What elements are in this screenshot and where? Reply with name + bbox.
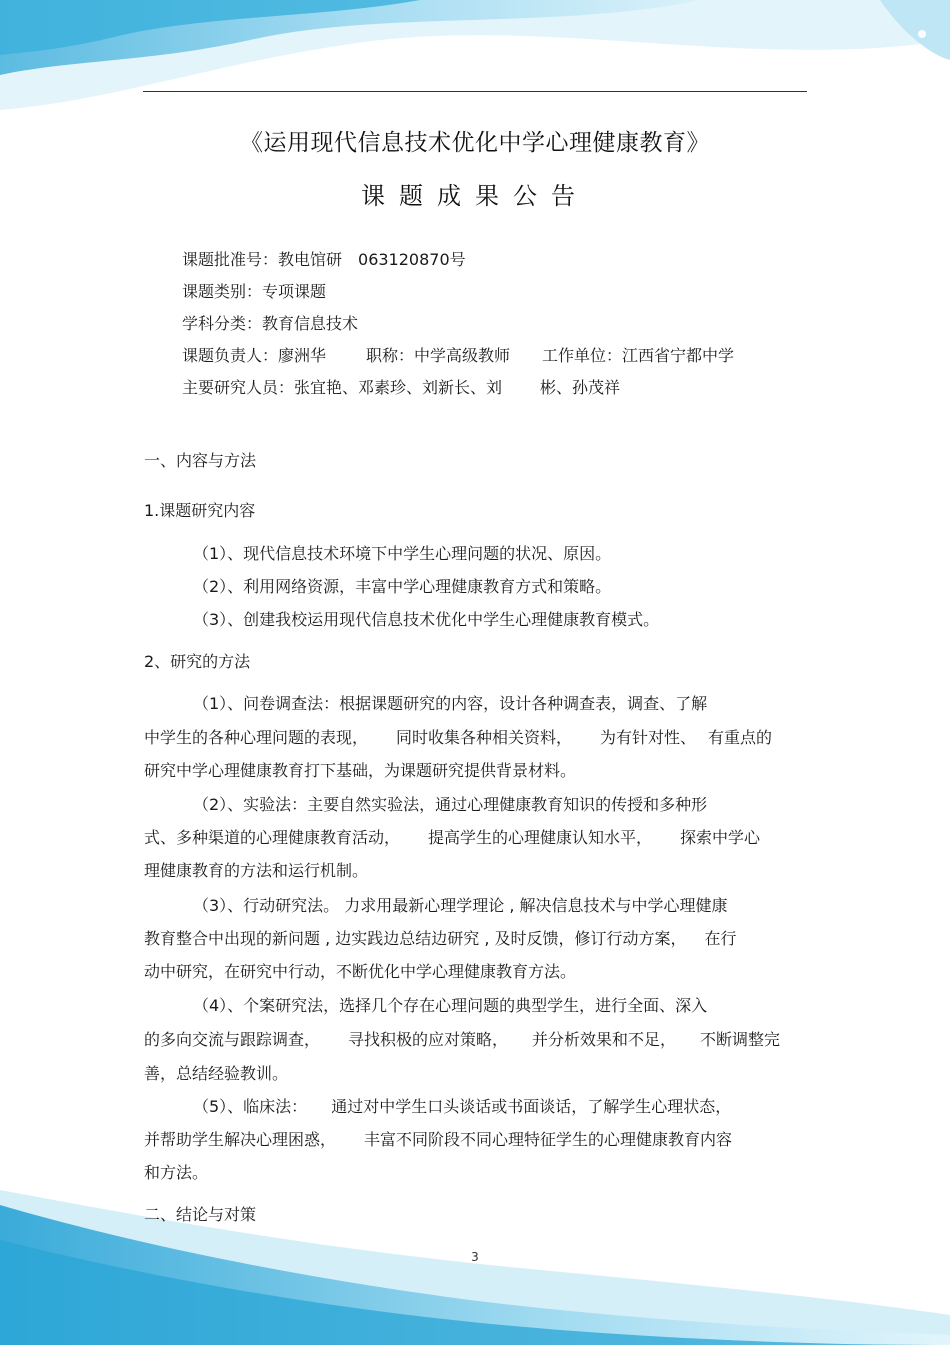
method1-fragment: 为有针对性、 xyxy=(600,728,697,747)
method1-fragment: 中学生的各种心理问题的表现， xyxy=(144,728,369,747)
meta-title-rank: 职称：中学高级教师 xyxy=(366,346,511,365)
method5-line xyxy=(144,1130,732,1150)
meta-approval xyxy=(182,250,466,270)
method1-line xyxy=(144,728,772,748)
method5-line xyxy=(193,1097,731,1117)
method3-line: （3）、行动研究法。 力求用最新心理学理论 , 解决信息技术与中学心理健康 xyxy=(193,896,728,915)
meta-category: 课题类别：专项课题 xyxy=(182,282,327,301)
meta-researchers xyxy=(182,378,620,398)
method3-line xyxy=(144,929,737,949)
header-rule xyxy=(143,91,807,92)
method4-fragment: 寻找积极的应对策略， xyxy=(348,1030,509,1049)
method5-fragment: （5）、临床法： xyxy=(193,1097,308,1116)
document-subtitle: 课题成果公告 xyxy=(361,182,589,210)
approval-label: 课题批准号：教电馆研 xyxy=(182,250,343,269)
researchers-part-a: 主要研究人员：张宜艳、邓素珍、刘新长、刘 xyxy=(182,378,503,397)
method4-fragment: 并分析效果和不足， xyxy=(532,1030,677,1049)
method2-line xyxy=(144,828,760,848)
method3-fragment: 教育整合中出现的新问题 , 边实践边总结边研究 , 及时反馈，修订行动方案， xyxy=(144,929,687,948)
method2-fragment: 探索中学心 xyxy=(680,828,761,847)
content-item: （1）、现代信息技术环境下中学生心理问题的状况、原因。 xyxy=(193,544,612,563)
method5-line: 和方法。 xyxy=(144,1163,209,1182)
method4-fragment: 的多向交流与跟踪调查， xyxy=(144,1030,321,1049)
section1-heading: 一、内容与方法 xyxy=(144,451,257,470)
method4-line: 善，总结经验教训。 xyxy=(144,1064,289,1083)
method2-fragment: 式、多种渠道的心理健康教育活动， xyxy=(144,828,401,847)
method1-line: （1）、问卷调查法：根据课题研究的内容，设计各种调查表，调查、了解 xyxy=(193,694,708,713)
method4-line: （4）、个案研究法，选择几个存在心理问题的典型学生，进行全面、深入 xyxy=(193,996,708,1015)
method1-fragment: 有重点的 xyxy=(708,728,773,747)
section2-heading: 二、结论与对策 xyxy=(144,1205,257,1224)
method5-fragment: 通过对中学生口头谈话或书面谈话，了解学生心理状态， xyxy=(331,1097,732,1116)
page-number: 3 xyxy=(471,1250,479,1264)
meta-leader-row xyxy=(182,346,734,366)
content-item: （2）、利用网络资源，丰富中学心理健康教育方式和策略。 xyxy=(193,577,612,596)
method2-line: 理健康教育的方法和运行机制。 xyxy=(144,861,369,880)
method2-line: （2）、实验法：主要自然实验法，通过心理健康教育知识的传授和多种形 xyxy=(193,795,708,814)
method2-fragment: 提高学生的心理健康认知水平， xyxy=(428,828,653,847)
content-item: （3）、创建我校运用现代信息技术优化中学生心理健康教育模式。 xyxy=(193,610,660,629)
method5-fragment: 丰富不同阶段不同心理特征学生的心理健康教育内容 xyxy=(364,1130,733,1149)
approval-number: 063120870号 xyxy=(358,250,466,269)
section1-sub1-heading: 1.课题研究内容 xyxy=(144,501,256,520)
section1-sub2-heading: 2、研究的方法 xyxy=(144,652,251,671)
method4-line xyxy=(144,1030,780,1050)
method3-line: 动中研究，在研究中行动，不断优化中学心理健康教育方法。 xyxy=(144,962,577,981)
method1-line: 研究中学心理健康教育打下基础，为课题研究提供背景材料。 xyxy=(144,761,577,780)
method5-fragment: 并帮助学生解决心理困惑， xyxy=(144,1130,337,1149)
meta-work-unit: 工作单位：江西省宁都中学 xyxy=(542,346,735,365)
meta-leader: 课题负责人：廖洲华 xyxy=(182,346,327,365)
document-title: 《运用现代信息技术优化中学心理健康教育》 xyxy=(240,130,710,156)
method3-fragment: 在行 xyxy=(704,929,737,948)
researchers-part-b: 彬、孙茂祥 xyxy=(540,378,621,397)
method4-fragment: 不断调整完 xyxy=(700,1030,781,1049)
meta-discipline: 学科分类：教育信息技术 xyxy=(182,314,359,333)
method1-fragment: 同时收集各种相关资料， xyxy=(396,728,573,747)
